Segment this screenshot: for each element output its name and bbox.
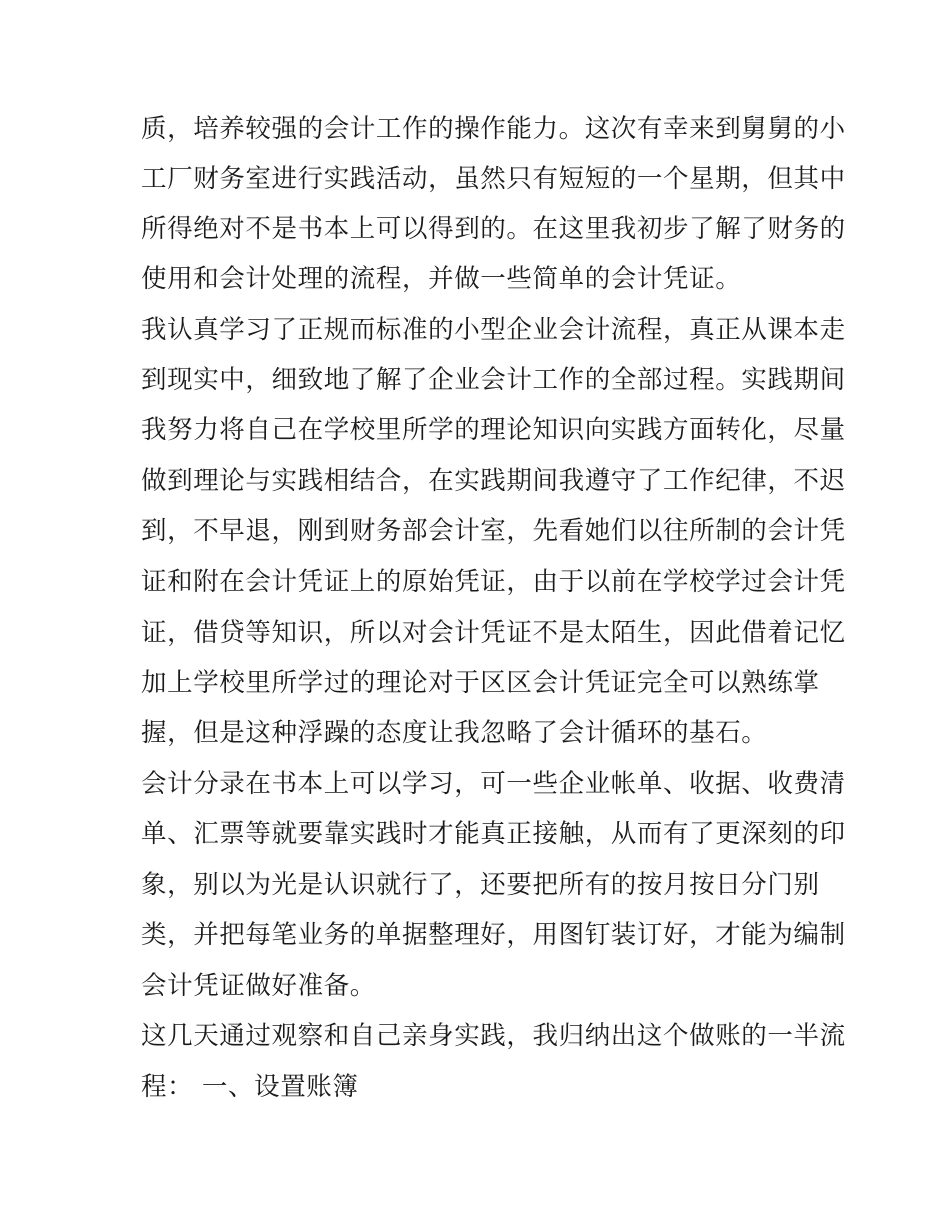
text-line: 质，培养较强的会计工作的操作能力。这次有幸来到舅舅的小	[141, 114, 846, 144]
text-line: 工厂财务室进行实践活动，虽然只有短短的一个星期，但其中	[141, 164, 846, 194]
text-line: 握，但是这种浮躁的态度让我忽略了会计循环的基石。	[141, 718, 768, 748]
text-line: 程： 一、设置账簿	[141, 1072, 359, 1102]
text-line: 会计凭证做好准备。	[141, 971, 376, 1001]
text-line: 证，借贷等知识，所以对会计凭证不是太陌生，因此借着记忆	[141, 618, 846, 648]
text-line: 到，不早退，刚到财务部会计室，先看她们以往所制的会计凭	[141, 516, 846, 546]
text-line: 单、汇票等就要靠实践时才能真正接触，从而有了更深刻的印	[141, 819, 846, 849]
text-line: 做到理论与实践相结合，在实践期间我遵守了工作纪律，不迟	[141, 466, 846, 496]
text-line: 类，并把每笔业务的单据整理好，用图钉装订好，才能为编制	[141, 920, 846, 950]
text-line: 我认真学习了正规而标准的小型企业会计流程，真正从课本走	[141, 315, 846, 345]
text-line: 加上学校里所学过的理论对于区区会计凭证完全可以熟练掌	[141, 668, 820, 698]
text-line: 证和附在会计凭证上的原始凭证，由于以前在学校学过会计凭	[141, 567, 846, 597]
text-line: 这几天通过观察和自己亲身实践，我归纳出这个做账的一半流	[141, 1021, 846, 1051]
text-line: 象，别以为光是认识就行了，还要把所有的按月按日分门别	[141, 870, 820, 900]
text-line: 我努力将自己在学校里所学的理论知识向实践方面转化，尽量	[141, 415, 846, 445]
text-line: 会计分录在书本上可以学习，可一些企业帐单、收据、收费清	[141, 769, 846, 799]
text-line: 所得绝对不是书本上可以得到的。在这里我初步了解了财务的	[141, 214, 846, 244]
text-line: 使用和会计处理的流程，并做一些简单的会计凭证。	[141, 264, 742, 294]
text-line: 到现实中，细致地了解了企业会计工作的全部过程。实践期间	[141, 365, 846, 395]
